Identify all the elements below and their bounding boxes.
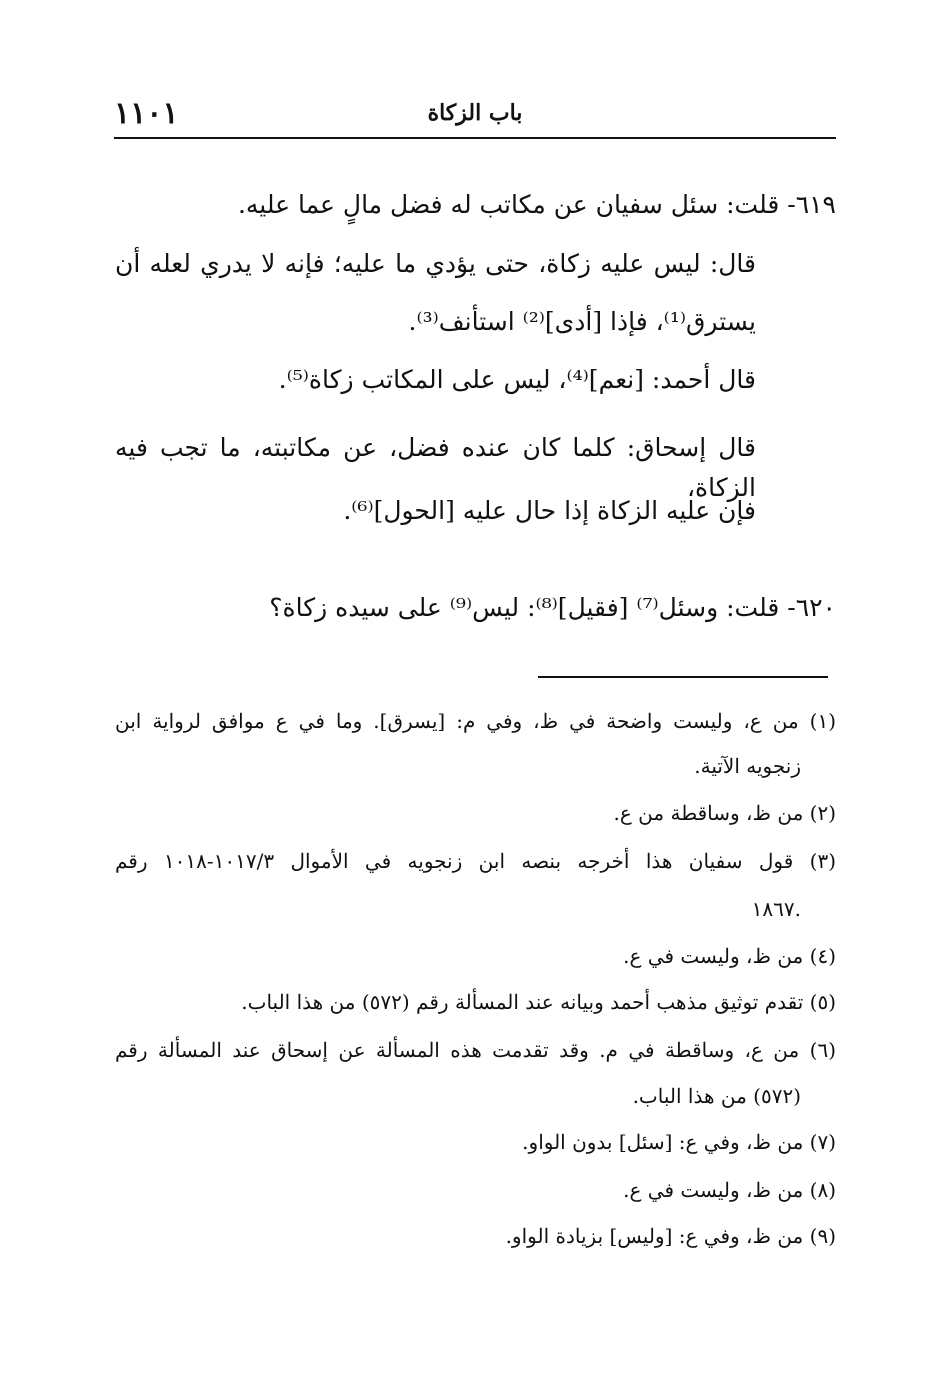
main-line: فإن عليه الزكاة إذا حال عليه [الحول]⁽⁶⁾. [343,496,756,525]
footnote-line: زنجويه الآتية. [694,754,801,778]
header-rule [114,137,836,139]
page-number: ١١٠١ [114,96,179,131]
footnote-line: (٢) من ظ، وساقطة من ع. [613,801,836,825]
main-line: ٦٢٠- قلت: وسئل⁽⁷⁾ [فقيل]⁽⁸⁾: ليس⁽⁹⁾ على سيده زكاة؟ [269,593,836,622]
footnote-line: (٥) تقدم توثيق مذهب أحمد وبيانه عند المسألة رقم (٥٧٢) من هذا الباب. [241,990,836,1014]
footnote-line: ١٨٦٧. [751,897,801,921]
footnote-line: (٦) من ع، وساقطة في م. وقد تقدمت هذه المسألة عن إسحاق عند المسألة رقم [115,1038,836,1062]
main-line: يسترق⁽¹⁾، فإذا [أدى]⁽²⁾ استأنف⁽³⁾. [408,307,756,336]
footnote-line: (٣) قول سفيان هذا أخرجه بنصه ابن زنجويه في الأموال ١٠١٧/٣-١٠١٨ رقم [115,849,837,873]
footnote-separator [538,676,828,678]
footnote-line: (٧) من ظ، وفي ع: [سئل] بدون الواو. [522,1130,836,1154]
footnote-line: (٤) من ظ، وليست في ع. [623,944,836,968]
footnote-line: (٥٧٢) من هذا الباب. [632,1084,801,1108]
main-line: قال أحمد: [نعم]⁽⁴⁾، ليس على المكاتب زكاة⁽⁵⁾. [278,365,756,394]
main-line: قال: ليس عليه زكاة، حتى يؤدي ما عليه؛ فإنه لا يدري لعله أن [115,249,756,278]
main-line: قال إسحاق: كلما كان عنده فضل، عن مكاتبته، ما تجب فيه الزكاة، [115,433,756,502]
footnote-line: (٩) من ظ، وفي ع: [وليس] بزيادة الواو. [505,1224,836,1248]
footnote-line: (١) من ع، وليست واضحة في ظ، وفي م: [يسرق]. وما في ع موافق لرواية ابن [115,709,836,733]
main-line: ٦١٩- قلت: سئل سفيان عن مكاتب له فضل مالٍ عما عليه. [237,190,836,219]
footnote-line: (٨) من ظ، وليست في ع. [623,1178,836,1202]
running-title: باب الزكاة [427,100,523,126]
page-header [114,92,836,136]
